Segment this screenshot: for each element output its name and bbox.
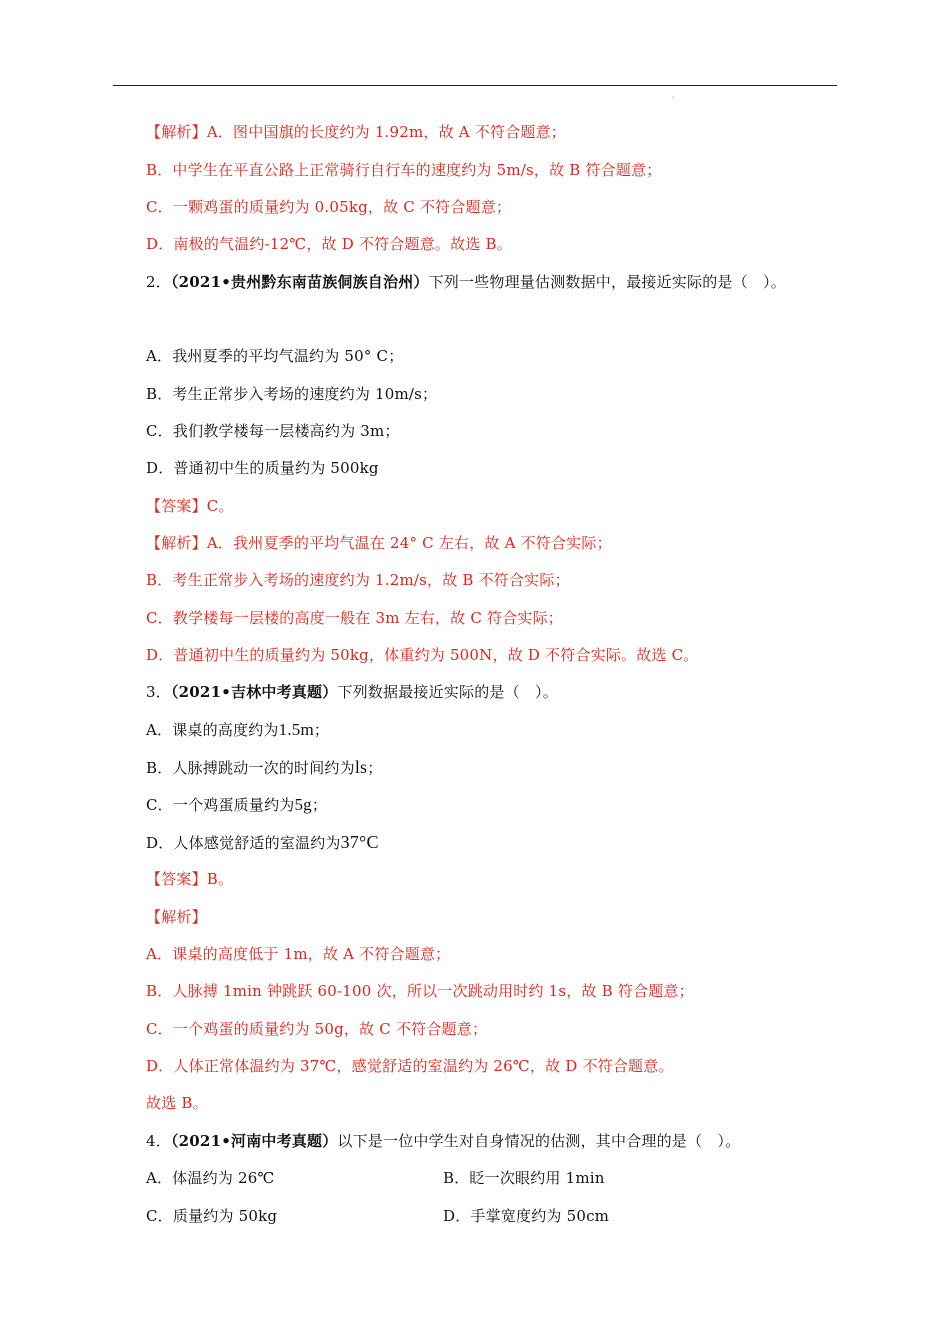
q3-explanation-c: C．一个鸡蛋的质量约为 50g，故 C 不符合题意； bbox=[146, 1020, 488, 1038]
q2-option-a: A．我州夏季的平均气温约为 50° C； bbox=[146, 347, 404, 365]
q2-option-b: B．考生正常步入考场的速度约为 10m/s； bbox=[146, 385, 438, 403]
question-source: （2021•河南中考真题） bbox=[170, 1132, 338, 1150]
explanation-text: A．我州夏季的平均气温在 24° C 左右，故 A 不符合实际； bbox=[206, 534, 612, 552]
option-value: 1.5m bbox=[278, 720, 314, 739]
q1-explanation-d: D．南极的气温约-12℃，故 D 不符合题意。故选 B。 bbox=[146, 235, 512, 253]
q4-option-d: D．手掌宽度约为 50cm bbox=[443, 1207, 610, 1225]
option-punct: ； bbox=[367, 759, 383, 777]
q3-option-d bbox=[146, 832, 379, 853]
q4-stem bbox=[146, 1131, 740, 1151]
question-source: （2021•贵州黔东南苗族侗族自治州） bbox=[170, 273, 429, 291]
q1-explanation-a bbox=[146, 122, 566, 142]
question-source: （2021•吉林中考真题） bbox=[170, 683, 338, 701]
q3-explanation-d: D．人体正常体温约为 37℃，感觉舒适的室温约为 26℃，故 D 不符合题意。 bbox=[146, 1057, 674, 1075]
q4-option-b: B．眨一次眼约用 1min bbox=[443, 1169, 605, 1187]
q2-explanation-d: D．普通初中生的质量约为 50kg，体重约为 500N，故 D 不符合实际。故选 C。 bbox=[146, 646, 699, 664]
explanation-tag: 【解析】 bbox=[146, 534, 207, 552]
option-text: D．人体感觉舒适的室温约为 bbox=[146, 834, 341, 852]
question-text: 下列数据最接近实际的是（ ）。 bbox=[337, 683, 558, 701]
option-punct: ； bbox=[311, 796, 328, 814]
q3-option-c bbox=[146, 795, 327, 815]
q2-explanation-a bbox=[146, 533, 612, 553]
q1-explanation-b: B．中学生在平直公路上正常骑行自行车的速度约为 5m/s，故 B 符合题意； bbox=[146, 161, 662, 179]
explanation-tag: 【解析】 bbox=[146, 123, 207, 141]
q3-option-b bbox=[146, 757, 382, 778]
q3-selection: 故选 B。 bbox=[146, 1094, 208, 1112]
question-number: 3． bbox=[146, 683, 171, 701]
option-text: A．课桌的高度约为 bbox=[146, 721, 279, 739]
q2-answer: 【答案】C。 bbox=[146, 497, 234, 515]
q2-explanation-c: C．教学楼每一层楼的高度一般在 3m 左右，故 C 符合实际； bbox=[146, 609, 563, 627]
question-number: 2． bbox=[146, 273, 171, 291]
q4-option-c: C．质量约为 50kg bbox=[146, 1207, 278, 1225]
header-mark: ' bbox=[672, 96, 674, 104]
option-punct: ； bbox=[313, 721, 330, 739]
explanation-text: A．图中国旗的长度约为 1.92m，故 A 不符合题意； bbox=[206, 123, 567, 141]
q3-explanation-a: A．课桌的高度低于 1m，故 A 不符合题意； bbox=[146, 945, 451, 963]
q3-stem bbox=[146, 682, 558, 702]
q3-answer: 【答案】B。 bbox=[146, 870, 234, 888]
option-text: C．一个鸡蛋质量约为 bbox=[146, 796, 295, 814]
q2-explanation-b: B．考生正常步入考场的速度约为 1.2m/s，故 B 不符合实际； bbox=[146, 571, 570, 589]
q3-explanation-tag: 【解析】 bbox=[146, 908, 207, 926]
q3-option-a bbox=[146, 720, 329, 740]
q2-option-d: D．普通初中生的质量约为 500kg bbox=[146, 459, 379, 477]
header-rule bbox=[113, 85, 837, 86]
q2-stem bbox=[146, 272, 786, 292]
question-text: 下列一些物理量估测数据中，最接近实际的是（ ）。 bbox=[428, 273, 786, 291]
question-text: 以下是一位中学生对自身情况的估测，其中合理的是（ ）。 bbox=[337, 1132, 741, 1150]
option-text: B．人脉搏跳动一次的时间约为 bbox=[146, 759, 355, 777]
question-number: 4． bbox=[146, 1132, 171, 1150]
q1-explanation-c: C．一颗鸡蛋的质量约为 0.05kg，故 C 不符合题意； bbox=[146, 198, 512, 216]
option-value: 37°C bbox=[340, 832, 379, 852]
q3-explanation-b: B．人脉搏 1min 钟跳跃 60-100 次，所以一次跳动用时约 1s，故 B 符合题意； bbox=[146, 982, 694, 1000]
q2-option-c: C．我们教学楼每一层楼高约为 3m； bbox=[146, 422, 400, 440]
option-value: ls bbox=[354, 757, 368, 777]
q4-option-a: A．体温约为 26℃ bbox=[146, 1169, 275, 1187]
option-value: 5g bbox=[294, 795, 312, 814]
